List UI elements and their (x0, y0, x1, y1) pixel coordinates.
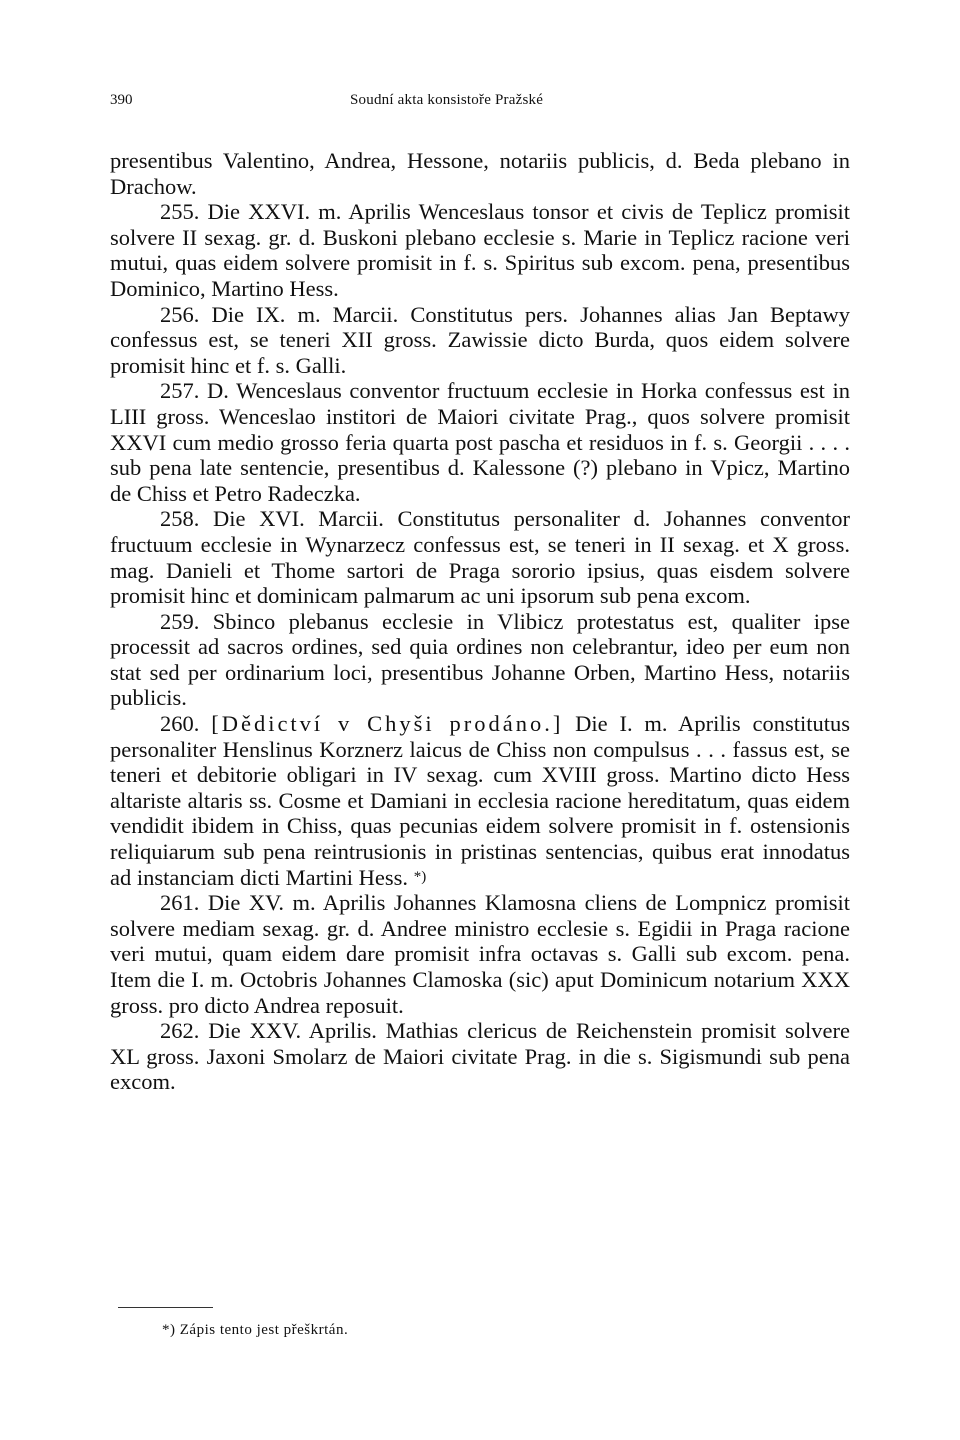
document-page (110, 0, 850, 1440)
entry-heading: [Dědictví v Chyši prodáno.] (211, 711, 564, 737)
body-text (110, 148, 850, 1095)
entry-261: 261. Die XV. m. Aprilis Johannes Klamosna cliens de Lompnicz promisit solvere mediam sexag. gr. d. Andree ministro ecclesie s. Egidii in Praga racione veri mutui, quam eidem dare promisit infra octavas s. Galli sub excom. pena. Item die I. m. Octobris Johannes Clamoska (sic) aput Dominicum notarium XXX gross. pro dicto Andrea reposuit. (110, 890, 850, 1018)
footnote-reference: *) (413, 868, 427, 885)
entry-260 (110, 711, 850, 890)
footnote: *) Zápis tento jest přeškrtán. (162, 1322, 349, 1338)
running-title: Soudní akta konsistoře Pražské (350, 92, 544, 108)
footnote-divider (118, 1307, 213, 1308)
entry-262: 262. Die XXV. Aprilis. Mathias clericus de Reichenstein promisit solvere XL gross. Jaxoni Smolarz de Maiori civitate Prag. in die s. Sigismundi sub pena excom. (110, 1018, 850, 1095)
entry-255: 255. Die XXVI. m. Aprilis Wenceslaus tonsor et civis de Teplicz promisit solvere II sexag. gr. d. Buskoni plebano ecclesie s. Marie in Teplicz racione veri mutui, quas eidem solvere promisit in f. s. Spiritus sub excom. pena, presentibus Dominico, Martino Hess. (110, 199, 850, 301)
entry-257: 257. D. Wenceslaus conventor fructuum ecclesie in Horka confessus est in LIII gross. Wenceslao institori de Maiori civitate Prag., quos solvere promisit XXVI cum medio grosso feria quarta post pascha et residuos in f. s. Georgii . . . . sub pena late sentencie, presentibus d. Kalessone (?) plebano in Vpicz, Martino de Chiss et Petro Radeczka. (110, 378, 850, 506)
entry-number: 260. (160, 711, 200, 737)
paragraph-continuation: presentibus Valentino, Andrea, Hessone, notariis publicis, d. Beda plebano in Drachow. (110, 148, 850, 199)
entry-text: Die I. m. Aprilis constitutus personaliter Henslinus Korznerz laicus de Chiss non compulsus . . . fassus est, se teneri et debitorie obligari in IV sexag. cum XVIII gross. Martino dicto Hess altariste altaris ss. Cosme et Damiani in ecclesia racione hereditatum, quas eidem vendidit ibidem in Chiss, quas pecunias eidem solvere promisit in f. ostensionis reliquiarum sub pena reintrusionis in pristinas sentencias, quibus erat innodatus ad instanciam dicti Martini Hess. (110, 711, 850, 890)
page-number: 390 (110, 92, 133, 108)
entry-256: 256. Die IX. m. Marcii. Constitutus pers. Johannes alias Jan Beptawy confessus est, se teneri XII gross. Zawissie dicto Burda, quos eidem solvere promisit hinc et f. s. Galli. (110, 301, 850, 378)
entry-259: 259. Sbinco plebanus ecclesie in Vlibicz protestatus est, qualiter ipse processit ad sacros ordines, sed quia ordines non celebrantur, ideo per eum non stat sed per ordinarium loci, presentibus Johanne Orben, Martino Hess, notariis publicis. (110, 608, 850, 711)
entry-258: 258. Die XVI. Marcii. Constitutus personaliter d. Johannes conventor fructuum ecclesie in Wynarzecz confessus est, se teneri in II sexag. et X gross. mag. Danieli et Thome sartori de Praga sororio ipsius, quas eisdem solvere promisit hinc et dominicam palmarum ac uni ipsorum sub pena excom. (110, 506, 850, 609)
running-header (110, 92, 850, 116)
